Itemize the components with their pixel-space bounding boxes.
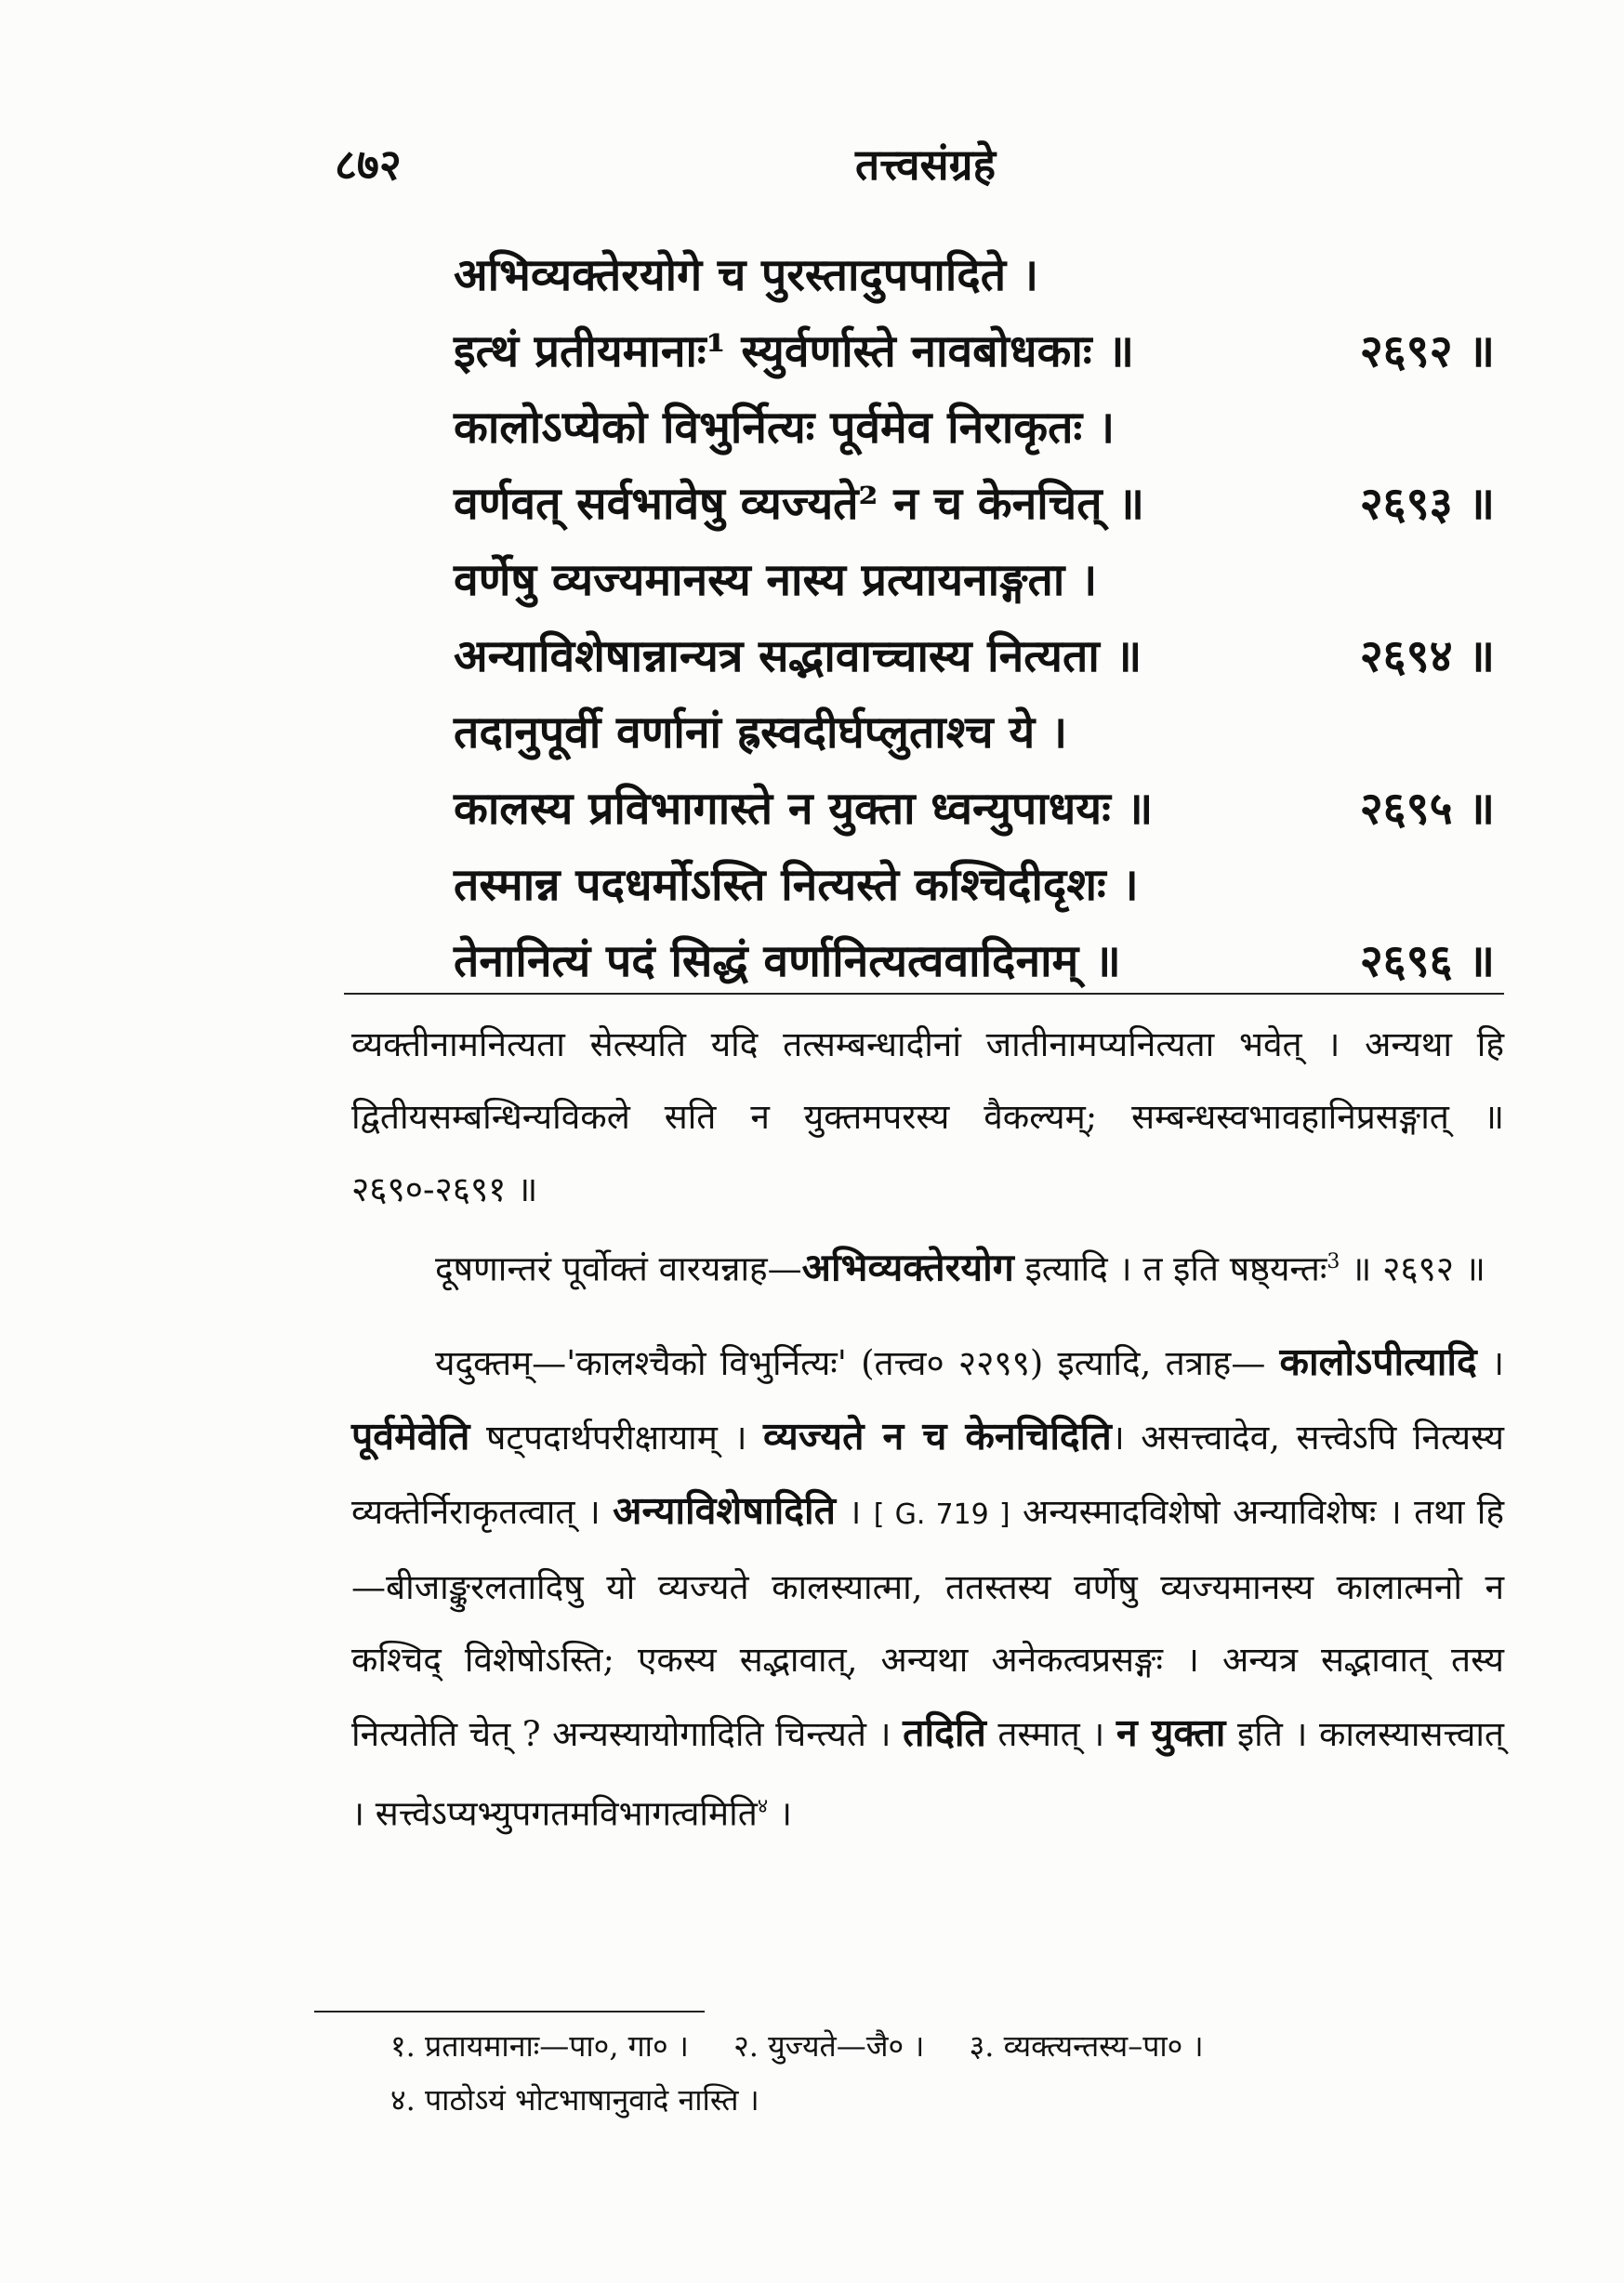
page-reference: [ G. 719 ]	[873, 1498, 1010, 1532]
commentary-text: तस्मात् ।	[997, 1714, 1105, 1755]
verse-number: २६९६ ॥	[1359, 935, 1495, 987]
footnote-4: ४. पाठोऽयं भोटभाषानुवादे नास्ति ।	[390, 2082, 759, 2118]
footnote-row	[390, 2019, 1506, 2073]
verse-line	[454, 923, 1495, 999]
page-number: ८७२	[335, 139, 402, 190]
verse-line	[454, 618, 1495, 694]
commentary-text: इति । कालस्यासत्त्वात् । सत्त्वेऽप्यभ्युपगतमविभागत्वमिति	[351, 1714, 1505, 1834]
footnote-row	[390, 2073, 1506, 2127]
commentary-text: ।	[848, 1492, 862, 1533]
verse-text: तस्मान्न पदधर्मोऽस्ति नित्यस्ते कश्चिदीदृशः ।	[454, 859, 1139, 911]
commentary-text: अन्यस्मादविशेषो अन्याविशेषः । तथा हि—बीजाङ्कुरलतादिषु यो व्यज्यते कालस्यात्मा, ततस्तस्य वर्णेषु व्यज्यमानस्य कालात्मनो न कश्चिद् विशेषोऽस्ति; एकस्य सद्भावात्, अन्यथा अनेकत्वप्रसङ्गः । अन्यत्र सद्भावात् तस्य नित्यतेति चेत् ? अन्यस्यायोगादिति चिन्त्यते ।	[351, 1492, 1504, 1755]
footnote-divider	[314, 2011, 705, 2012]
commentary-paragraph-1	[351, 1009, 1504, 1226]
verse-text: तदानुपूर्वी वर्णानां ह्रस्वदीर्घप्लुताश्च ये ।	[454, 706, 1068, 759]
commentary-block	[351, 1009, 1504, 1851]
commentary-lemma: न युक्ता	[1116, 1710, 1226, 1756]
commentary-lemma: अन्याविशेषादिति	[613, 1488, 836, 1534]
verse-line	[454, 542, 1495, 618]
running-title: तत्त्वसंग्रहे	[855, 139, 997, 190]
commentary-text: षट्पदार्थपरीक्षायाम् ।	[485, 1418, 747, 1458]
page-header	[335, 135, 1534, 200]
commentary-verse-ref: ॥ २६९२ ॥	[1351, 1248, 1485, 1289]
commentary-paragraph-2	[351, 1226, 1504, 1305]
footnote-1: १. प्रतायमानाः—पा०, गा० ।	[390, 2028, 689, 2064]
commentary-lemma: तदिति	[903, 1710, 986, 1756]
commentary-text: इत्यादि । त इति षष्ठ्यन्तः	[1024, 1248, 1327, 1289]
verse-line	[454, 694, 1495, 771]
commentary-text: दूषणान्तरं पूर्वोक्तं वारयन्नाह—	[435, 1248, 802, 1289]
commentary-text: ।	[1490, 1343, 1505, 1384]
verse-text: अन्याविशेषान्नान्यत्र सद्भावाच्चास्य नित्यता ॥	[454, 630, 1142, 682]
verse-number: २६९३ ॥	[1359, 478, 1495, 530]
commentary-paragraph-3	[351, 1326, 1504, 1850]
verse-text: वर्णेषु व्यज्यमानस्य नास्य प्रत्यायनाङ्गता ।	[454, 554, 1098, 606]
verse-line	[454, 237, 1495, 313]
verse-text: तेनानित्यं पदं सिद्धं वर्णानित्यत्ववादिनाम् ॥	[454, 935, 1121, 987]
verse-number: २६९४ ॥	[1359, 630, 1495, 682]
verse-divider	[344, 993, 1504, 995]
verse-number: २६९५ ॥	[1359, 783, 1495, 835]
commentary-text: ।	[779, 1793, 793, 1834]
footnote-marker: ४	[757, 1795, 769, 1819]
verse-text: वर्णवत् सर्वभावेषु व्यज्यते² न च केनचित् ॥	[454, 478, 1145, 530]
verse-number: २६९२ ॥	[1359, 325, 1495, 377]
verse-line	[454, 466, 1495, 542]
verse-text: कालोऽप्येको विभुर्नित्यः पूर्वमेव निराकृतः ।	[454, 402, 1116, 454]
commentary-lemma: अभिव्यक्तेरयोग	[801, 1245, 1014, 1290]
footnotes	[390, 2019, 1506, 2127]
commentary-lemma: व्यज्यते न च केनचिदिति	[763, 1414, 1112, 1459]
verse-block	[454, 237, 1495, 999]
verse-line	[454, 389, 1495, 466]
verse-text: अभिव्यक्तेरयोगे च पुरस्तादुपपादिते ।	[454, 249, 1039, 301]
verse-line	[454, 847, 1495, 923]
commentary-text: व्यक्तीनामनित्यता सेत्स्यति यदि तत्सम्बन्धादीनां जातीनामप्यनित्यता भवेत् । अन्यथा हि द्वितीयसम्बन्धिन्यविकले सति न युक्तमपरस्य वैकल्यम्; सम्बन्धस्वभावहानिप्रसङ्गात् ॥ २६९०-२६९१ ॥	[351, 1024, 1504, 1209]
verse-text: इत्थं प्रतीयमानाः¹ स्युर्वर्णास्ते नावबोधकाः ॥	[454, 325, 1134, 377]
verse-line	[454, 313, 1495, 389]
commentary-lemma: कालोऽपीत्यादि	[1279, 1339, 1477, 1385]
commentary-text: । असत्त्वादेव, सत्त्वेऽपि नित्यस्य व्यक्तेर्निराकृतत्वात् ।	[351, 1418, 1504, 1533]
verse-text: कालस्य प्रविभागास्ते न युक्ता ध्वन्युपाधयः ॥	[454, 783, 1154, 835]
commentary-text: यदुक्तम्—'कालश्चैको विभुर्नित्यः' (तत्त्व० २२९९) इत्यादि, तत्राह—	[435, 1343, 1266, 1384]
footnote-2: २. युज्यते—जै० ।	[733, 2028, 925, 2064]
commentary-lemma: पूर्वमेवेति	[351, 1414, 470, 1459]
footnote-marker: 3	[1327, 1250, 1340, 1273]
footnote-3: ३. व्यक्त्यन्तस्य–पा० ।	[969, 2028, 1204, 2064]
verse-line	[454, 771, 1495, 847]
